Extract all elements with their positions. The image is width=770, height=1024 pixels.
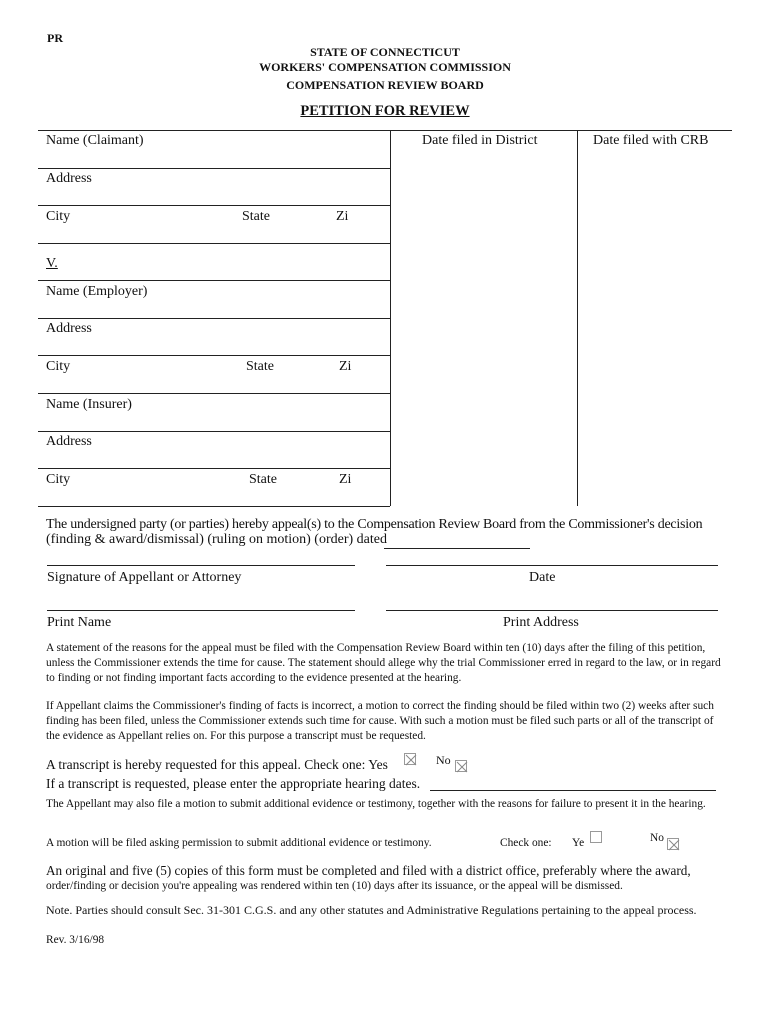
note-paragraph: Note. Parties should consult Sec. 31-301 C.G.S. and any other statutes and Administrative Regulations pertaining to the appeal process. xyxy=(46,903,697,917)
transcript-yes-checkbox[interactable] xyxy=(404,753,416,765)
signature-line[interactable] xyxy=(47,565,355,566)
copies-line2: order/finding or decision you're appealing was rendered within ten (10) days after its issuance, or the appeal will be dismissed. xyxy=(46,880,623,892)
state-heading: STATE OF CONNECTICUT xyxy=(310,45,460,59)
table-top-border xyxy=(38,130,732,131)
hearing-dates-text: If a transcript is requested, please enter the appropriate hearing dates. xyxy=(46,776,421,791)
employer-name-field[interactable]: Name (Employer) xyxy=(46,284,148,299)
hearing-dates-line[interactable] xyxy=(430,790,716,791)
row-line xyxy=(38,468,390,469)
checkbox-x-icon xyxy=(456,761,468,773)
employer-address-field[interactable]: Address xyxy=(46,321,92,336)
row-line xyxy=(38,355,390,356)
copies-line1: An original and five (5) copies of this form must be completed and filed with a district office, preferably where the award, xyxy=(46,863,691,878)
claimant-address-field[interactable]: Address xyxy=(46,171,92,186)
reasons-paragraph: A statement of the reasons for the appeal must be filed with the Compensation Review Board within ten (10) days after the filing of this petition, unless the Commissioner extends the time for cause. The statement should allege why the trial Commissioner erred in regard to the law, or in regard to finding or not finding important facts according to the evidence presented at the hearing. xyxy=(46,642,721,684)
date-filed-crb-field[interactable]: Date filed with CRB xyxy=(593,133,709,148)
employer-state-field[interactable]: State xyxy=(246,359,274,374)
form-code: PR xyxy=(47,31,63,45)
insurer-state-field[interactable]: State xyxy=(249,472,277,487)
insurer-name-field[interactable]: Name (Insurer) xyxy=(46,397,132,412)
insurer-city-field[interactable]: City xyxy=(46,472,71,487)
insurer-address-field[interactable]: Address xyxy=(46,434,92,449)
additional-evidence-paragraph: The Appellant may also file a motion to submit additional evidence or testimony, together with the reasons for failure to present it in the hearing. xyxy=(46,798,706,810)
versus-label: V. xyxy=(46,256,58,271)
row-line xyxy=(38,393,390,394)
row-line xyxy=(38,168,390,169)
row-line xyxy=(38,431,390,432)
decision-date-line[interactable] xyxy=(384,548,530,549)
print-name-line[interactable] xyxy=(47,610,355,611)
claimant-zip-field[interactable]: Zi xyxy=(336,209,349,224)
checkbox-x-icon xyxy=(668,839,680,851)
transcript-no-checkbox[interactable] xyxy=(455,760,467,772)
print-address-label: Print Address xyxy=(503,615,579,630)
employer-city-field[interactable]: City xyxy=(46,359,71,374)
insurer-zip-field[interactable]: Zi xyxy=(339,472,352,487)
motion-permission-text: A motion will be filed asking permission to submit additional evidence or testimony. xyxy=(46,837,432,849)
transcript-request-text: A transcript is hereby requested for this appeal. Check one: Yes xyxy=(46,757,388,772)
claimant-name-field[interactable]: Name (Claimant) xyxy=(46,133,144,148)
print-name-label: Print Name xyxy=(47,615,112,630)
motion-yes-checkbox[interactable] xyxy=(590,831,602,843)
checkbox-x-icon xyxy=(405,754,417,766)
table-bottom-border xyxy=(38,506,390,507)
revision-label: Rev. 3/16/98 xyxy=(46,934,105,946)
signature-label: Signature of Appellant or Attorney xyxy=(47,570,242,585)
appeal-statement-line2: (finding & award/dismissal) (ruling on motion) (order) dated xyxy=(46,532,387,547)
table-divider-left xyxy=(390,130,391,506)
claimant-city-field[interactable]: City xyxy=(46,209,71,224)
date-filed-district-field[interactable]: Date filed in District xyxy=(422,133,538,148)
employer-zip-field[interactable]: Zi xyxy=(339,359,352,374)
row-line xyxy=(38,318,390,319)
row-line xyxy=(38,205,390,206)
appeal-statement-line1: The undersigned party (or parties) hereby appeal(s) to the Compensation Review Board from the Commissioner's decision xyxy=(46,517,703,532)
row-line xyxy=(38,280,390,281)
date-label: Date xyxy=(529,570,556,585)
table-divider-right xyxy=(577,130,578,506)
check-one-label: Check one: xyxy=(500,837,552,849)
motion-no-checkbox[interactable] xyxy=(667,838,679,850)
row-line xyxy=(38,243,390,244)
date-line[interactable] xyxy=(386,565,718,566)
transcript-no-label: No xyxy=(436,753,451,767)
board-heading: COMPENSATION REVIEW BOARD xyxy=(286,78,484,92)
motion-yes-label: Ye xyxy=(572,837,585,849)
print-address-line[interactable] xyxy=(386,610,718,611)
claimant-state-field[interactable]: State xyxy=(242,209,270,224)
motion-correct-paragraph: If Appellant claims the Commissioner's finding of facts is incorrect, a motion to correct the finding should be filed within two (2) weeks after such finding has been filed, unless the Commissioner extends such time for cause. With such a motion must be filed such parts or all of the transcript of the evidence as Appellant relies on. For this purpose a transcript must be requested. xyxy=(46,700,714,742)
commission-heading: WORKERS' COMPENSATION COMMISSION xyxy=(259,60,511,74)
motion-no-label: No xyxy=(650,832,664,844)
page-title: PETITION FOR REVIEW xyxy=(300,103,470,119)
